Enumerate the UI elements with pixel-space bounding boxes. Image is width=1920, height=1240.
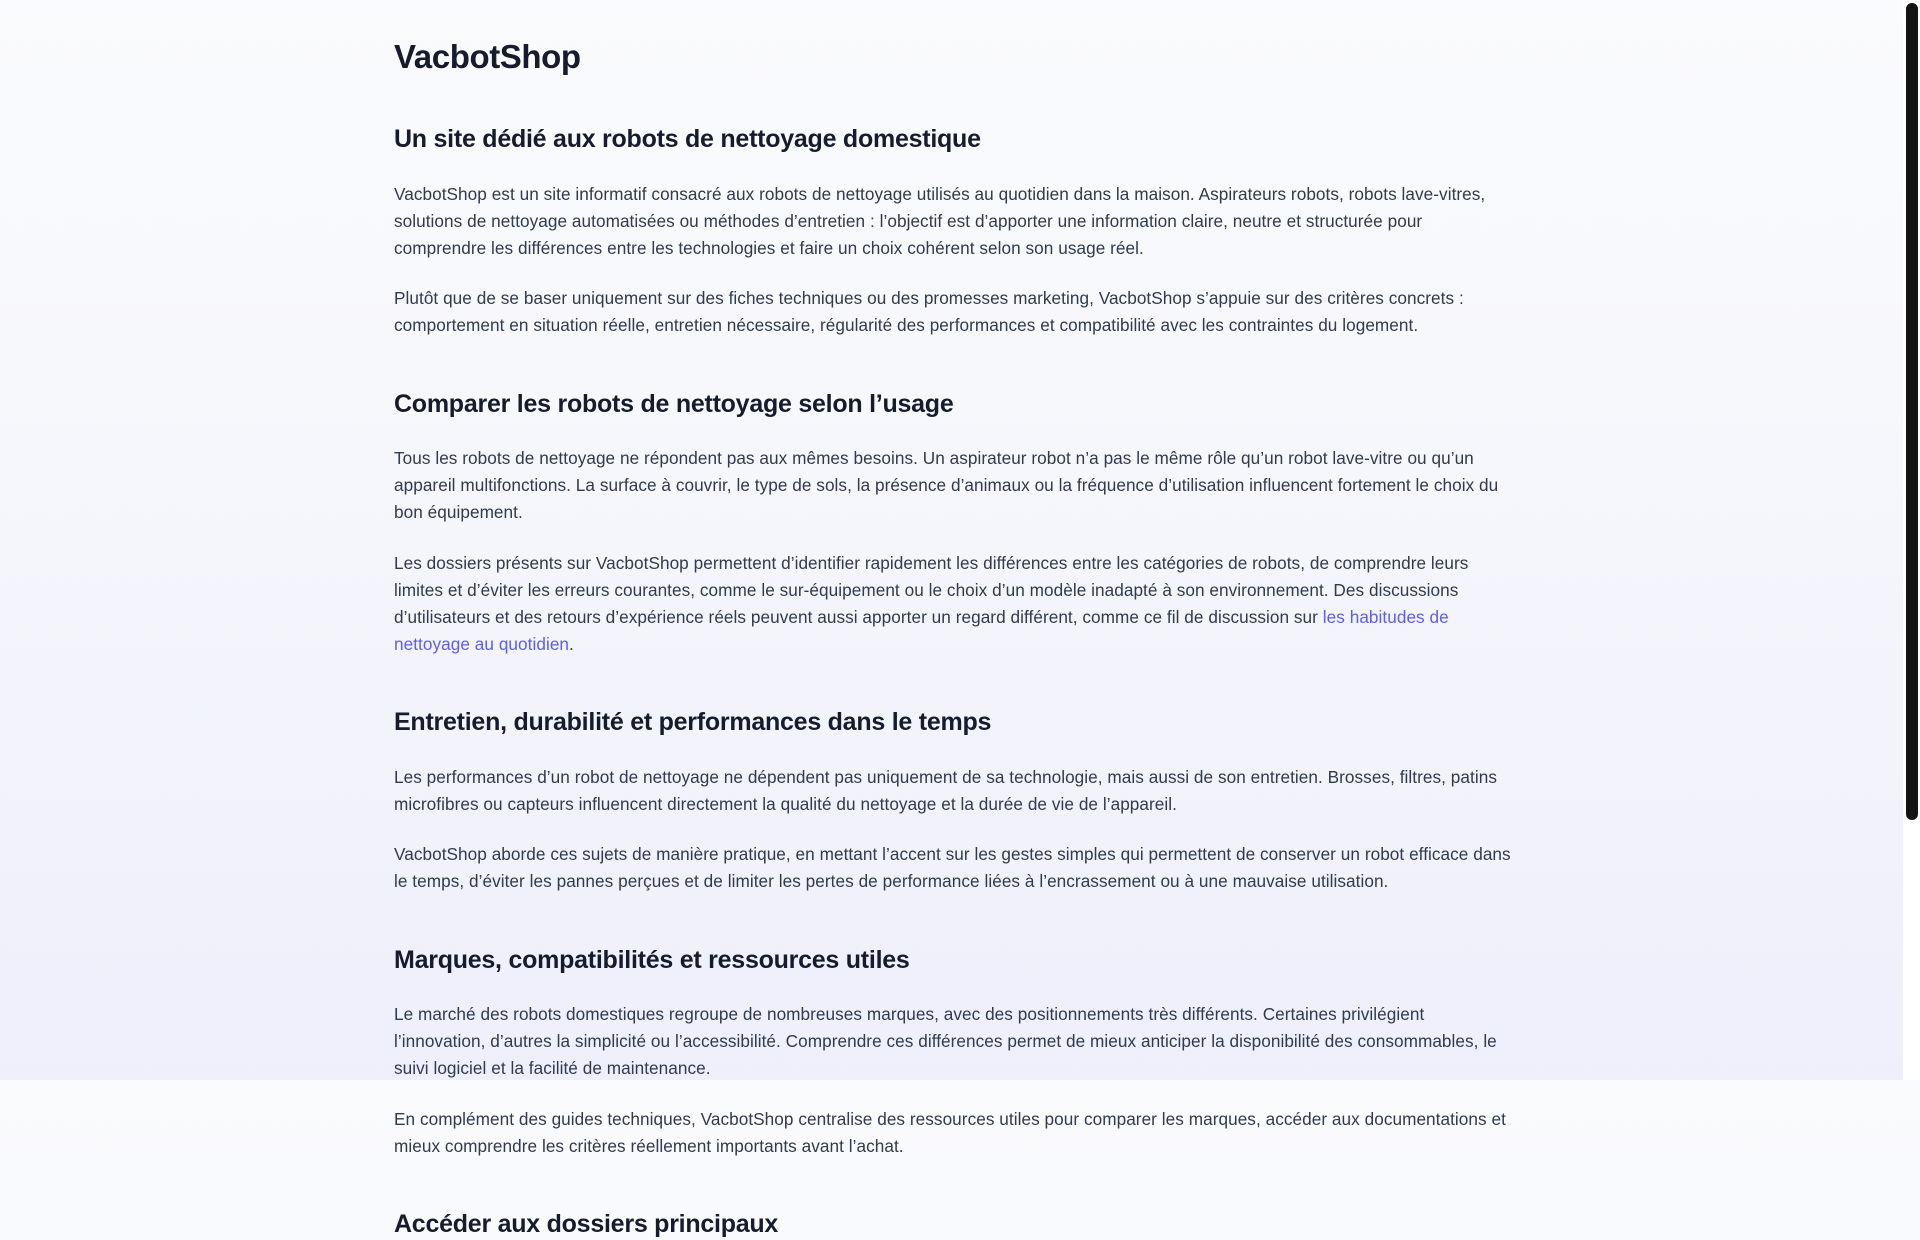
section-2-paragraph-2	[394, 550, 1514, 659]
forum-discussion-link[interactable]: les habitudes de nettoyage au quotidien	[394, 606, 1449, 655]
section-2-paragraph-2-text-before: Les dossiers présents sur VacbotShop permettent d’identifier rapidement les différences entre les catégories de robots, de comprendre leurs limites et d’éviter les erreurs courantes, comme le sur-équipement ou le choix d’un modèle inadapté à son environnement. Des discussions d’utilisateurs et des retours d’expérience réels peuvent aussi apporter un regard différent, comme ce fil de discussion sur	[394, 552, 1469, 627]
section-1-paragraph-1: VacbotShop est un site informatif consacré aux robots de nettoyage utilisés au quotidien dans la maison. Aspirateurs robots, robots lave-vitres, solutions de nettoyage automatisées ou méthodes d’entretien : l’objectif est d’apporter une information claire, neutre et structurée pour comprendre les différences entre les technologies et faire un choix cohérent selon son usage réel.	[394, 183, 1486, 259]
section-4-paragraph-1: Le marché des robots domestiques regroupe de nombreuses marques, avec des positionnements très différents. Certaines privilégient l’innovation, d’autres la simplicité ou l’accessibilité. Comprendre ces différences permet de mieux anticiper la disponibilité des consommables, le suivi logiciel et la facilité de maintenance.	[394, 1004, 1497, 1079]
section-3-paragraph-2: VacbotShop aborde ces sujets de manière pratique, en mettant l’accent sur les gestes simples qui permettent de conserver un robot efficace dans le temps, d’éviter les pannes perçues et de limiter les pertes de performance liées à l’encrassement ou à une mauvaise utilisation.	[394, 844, 1511, 892]
article-content	[394, 0, 1514, 1240]
section-heading-5: Accéder aux dossiers principaux	[394, 1209, 779, 1238]
section-2-paragraph-2-text-after: .	[569, 634, 574, 655]
section-1-paragraph-2: Plutôt que de se baser uniquement sur des fiches techniques ou des promesses marketing, VacbotShop s’appuie sur des critères concrets : comportement en situation réelle, entretien nécessaire, régularité des performances et compatibilité avec les contraintes du logement.	[394, 288, 1464, 336]
section-2-paragraph-1: Tous les robots de nettoyage ne répondent pas aux mêmes besoins. Un aspirateur robot n’a pas le même rôle qu’un robot lave-vitre ou qu’un appareil multifonctions. La surface à couvrir, le type de sols, la présence d’animaux ou la fréquence d’utilisation influencent fortement le choix du bon équipement.	[394, 448, 1499, 523]
page-title: VacbotShop	[394, 38, 581, 75]
section-heading-2: Comparer les robots de nettoyage selon l’usage	[394, 389, 954, 418]
section-3-paragraph-1: Les performances d’un robot de nettoyage ne dépendent pas uniquement de sa technologie, mais aussi de son entretien. Brosses, filtres, patins microfibres ou capteurs influencent directement la qualité du nettoyage et la durée de vie de l’appareil.	[394, 766, 1497, 814]
section-heading-1: Un site dédié aux robots de nettoyage domestique	[394, 125, 981, 154]
section-4-paragraph-2: En complément des guides techniques, VacbotShop centralise des ressources utiles pour comparer les marques, accéder aux documentations et mieux comprendre les critères réellement importants avant l’achat.	[394, 1108, 1506, 1156]
vertical-scrollbar-track[interactable]	[1903, 0, 1920, 1080]
section-heading-4: Marques, compatibilités et ressources utiles	[394, 945, 910, 974]
section-heading-3: Entretien, durabilité et performances dans le temps	[394, 708, 992, 737]
vertical-scrollbar-thumb[interactable]	[1906, 3, 1918, 820]
